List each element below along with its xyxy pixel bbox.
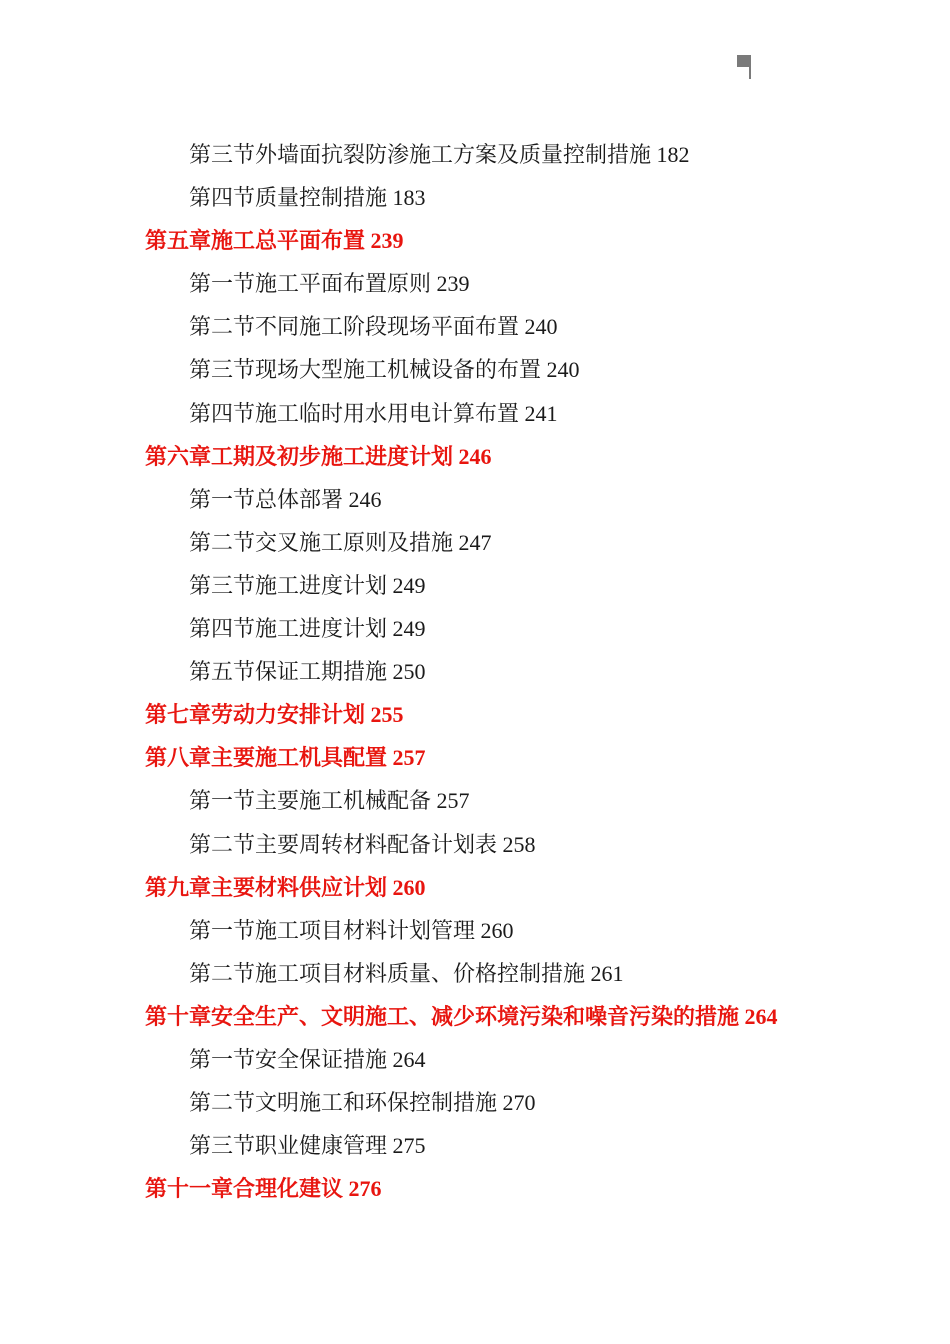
toc-section-entry[interactable]: 第二节不同施工阶段现场平面布置 240 [189, 314, 558, 340]
toc-section-entry[interactable]: 第三节职业健康管理 275 [189, 1133, 426, 1159]
table-of-contents [0, 133, 950, 1210]
toc-section-entry[interactable]: 第一节总体部署 246 [189, 486, 382, 512]
toc-chapter-entry[interactable]: 第七章劳动力安排计划 255 [145, 702, 404, 728]
toc-section-entry[interactable]: 第二节主要周转材料配备计划表 258 [189, 831, 536, 857]
toc-section-entry[interactable]: 第二节施工项目材料质量、价格控制措施 261 [189, 960, 624, 986]
toc-chapter-entry[interactable]: 第六章工期及初步施工进度计划 246 [145, 443, 492, 469]
toc-section-entry[interactable]: 第一节主要施工机械配备 257 [189, 788, 470, 814]
toc-chapter-entry[interactable]: 第十章安全生产、文明施工、减少环境污染和噪音污染的措施 264 [145, 1003, 778, 1029]
toc-section-entry[interactable]: 第四节质量控制措施 183 [189, 185, 426, 211]
toc-section-entry[interactable]: 第四节施工临时用水用电计算布置 241 [189, 400, 558, 426]
toc-chapter-entry[interactable]: 第十一章合理化建议 276 [145, 1176, 382, 1202]
toc-chapter-entry[interactable]: 第五章施工总平面布置 239 [145, 228, 404, 254]
toc-section-entry[interactable]: 第四节施工进度计划 249 [189, 616, 426, 642]
toc-section-entry[interactable]: 第一节施工项目材料计划管理 260 [189, 917, 514, 943]
toc-section-entry[interactable]: 第二节交叉施工原则及措施 247 [189, 529, 492, 555]
toc-section-entry[interactable]: 第三节施工进度计划 249 [189, 572, 426, 598]
toc-section-entry[interactable]: 第一节安全保证措施 264 [189, 1046, 426, 1072]
toc-chapter-entry[interactable]: 第九章主要材料供应计划 260 [145, 874, 426, 900]
toc-chapter-entry[interactable]: 第八章主要施工机具配置 257 [145, 745, 426, 771]
toc-section-entry[interactable]: 第五节保证工期措施 250 [189, 659, 426, 685]
toc-section-entry[interactable]: 第三节现场大型施工机械设备的布置 240 [189, 357, 580, 383]
toc-section-entry[interactable]: 第三节外墙面抗裂防渗施工方案及质量控制措施 182 [189, 142, 690, 167]
toc-section-entry[interactable]: 第二节文明施工和环保控制措施 270 [189, 1090, 536, 1116]
page-corner-mark-icon [737, 55, 751, 79]
toc-section-entry[interactable]: 第一节施工平面布置原则 239 [189, 271, 470, 297]
